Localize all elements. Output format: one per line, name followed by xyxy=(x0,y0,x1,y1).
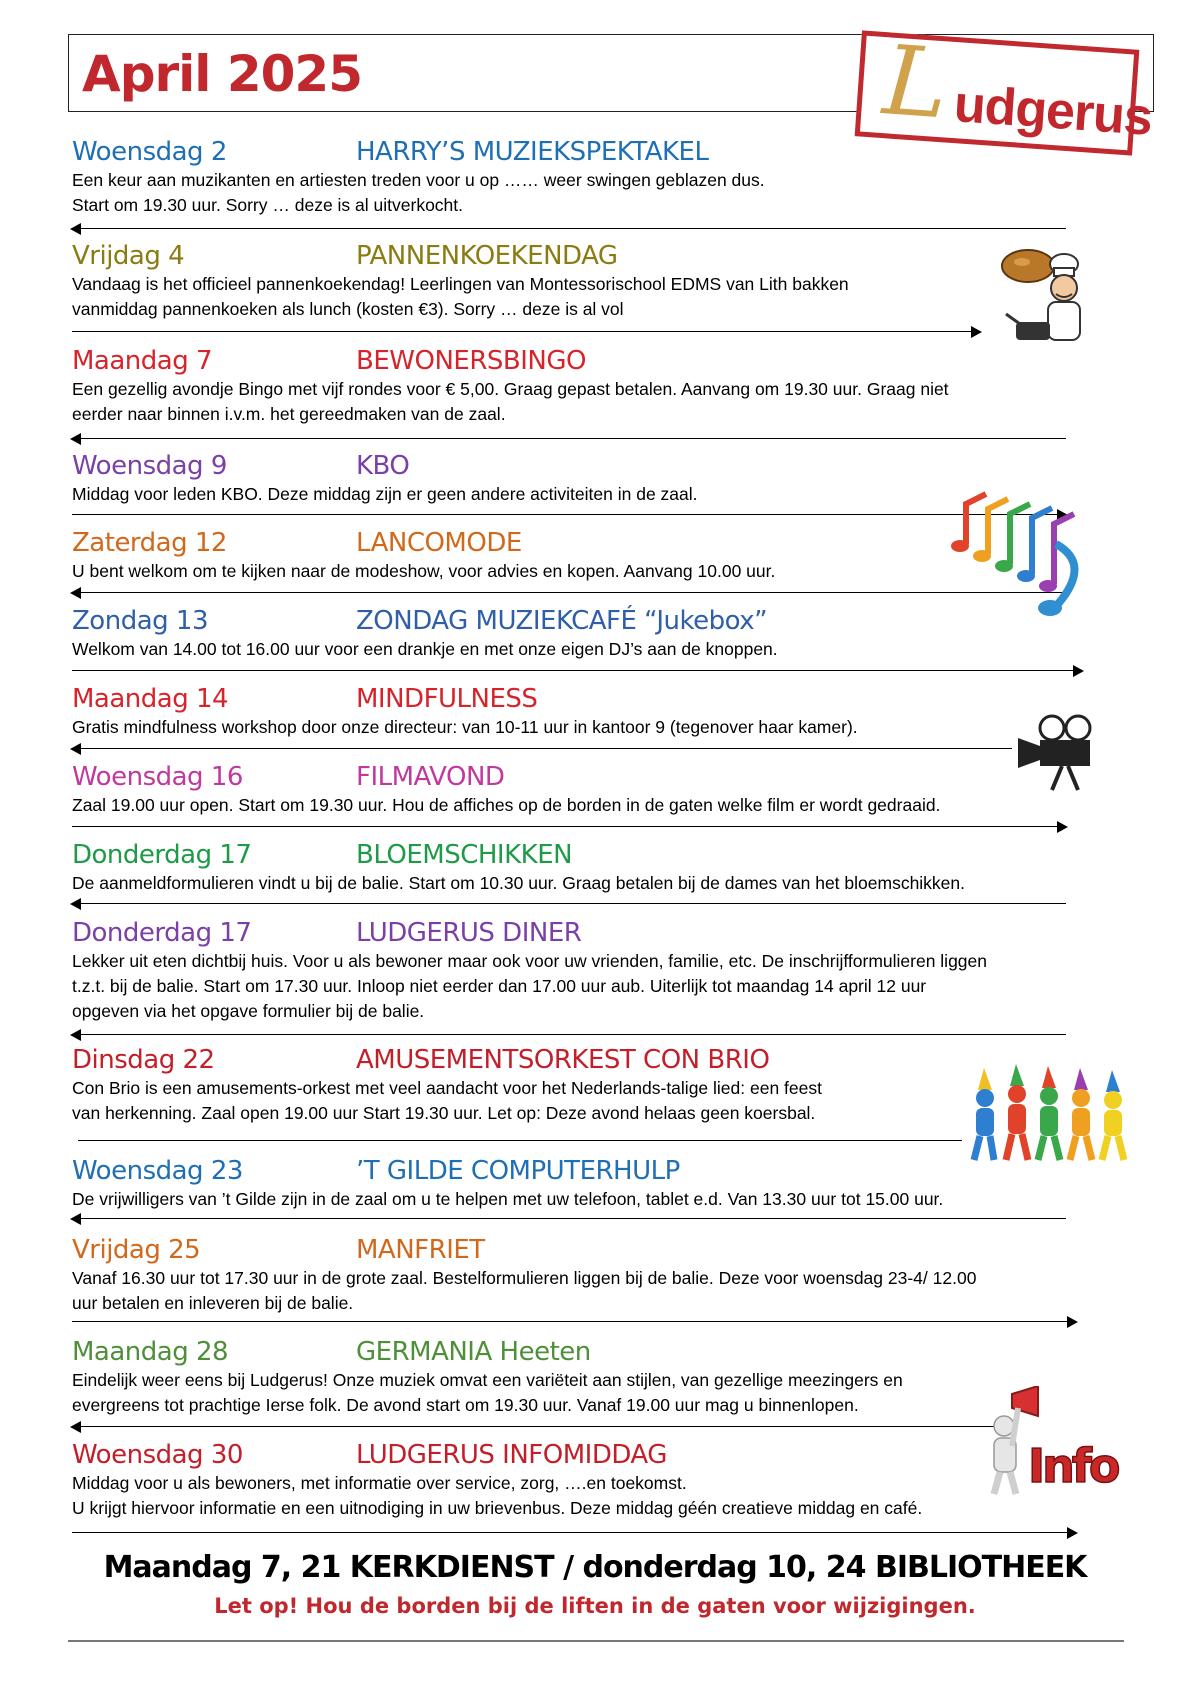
event-day: Donderdag 17 xyxy=(72,918,252,948)
event-day: Maandag 28 xyxy=(72,1337,229,1367)
event-day: Woensdag 30 xyxy=(72,1440,243,1470)
event-title: BLOEMSCHIKKEN xyxy=(356,840,573,870)
event-title: GERMANIA Heeten xyxy=(356,1337,591,1367)
event-description xyxy=(72,168,1132,218)
separator-arrow xyxy=(72,1218,1066,1219)
page-title: April 2025 xyxy=(82,45,362,103)
event-description-line: van herkenning. Zaal open 19.00 uur Start 19.30 uur. Let op: Deze avond helaas geen koersbal. xyxy=(72,1103,816,1123)
event-day: Woensdag 2 xyxy=(72,137,227,167)
music-notes-illustration xyxy=(946,484,1094,624)
event-title: LANCOMODE xyxy=(356,528,522,558)
event-day: Woensdag 16 xyxy=(72,762,243,792)
event-day: Maandag 7 xyxy=(72,346,213,376)
event-description-line: Start om 19.30 uur. Sorry … deze is al uitverkocht. xyxy=(72,195,464,215)
event-description-line: Middag voor leden KBO. Deze middag zijn er geen andere activiteiten in de zaal. xyxy=(72,484,698,504)
footer-notice: Let op! Hou de borden bij de liften in de gaten voor wijzigingen. xyxy=(214,1594,976,1618)
event-description xyxy=(72,1471,1132,1521)
event-description-line: Eindelijk weer eens bij Ludgerus! Onze muziek omvat een variëteit aan stijlen, van gezellige meezingers en xyxy=(72,1370,903,1390)
separator-arrow xyxy=(72,903,1066,904)
event-description-line: eerder naar binnen i.v.m. het gereedmaken van de zaal. xyxy=(72,404,506,424)
event-day: Vrijdag 4 xyxy=(72,241,185,271)
separator-arrow xyxy=(72,592,1066,593)
separator-arrow xyxy=(72,1034,1066,1035)
logo-script-letter: L xyxy=(879,24,952,141)
separator-arrow xyxy=(72,1321,1076,1322)
event-title: LUDGERUS DINER xyxy=(356,918,582,948)
separator-line xyxy=(78,1140,962,1141)
event-description xyxy=(72,637,1132,662)
party-figures-illustration xyxy=(964,1064,1134,1166)
event-description-line: uur betalen en inleveren bij de balie. xyxy=(72,1293,354,1313)
event-title: MINDFULNESS xyxy=(356,684,538,714)
separator-arrow xyxy=(72,748,1012,749)
event-description-line: Con Brio is een amusements-orkest met veel aandacht voor het Nederlands-talige lied: een feest xyxy=(72,1078,822,1098)
event-day: Maandag 14 xyxy=(72,684,229,714)
separator-arrow xyxy=(72,670,1082,671)
film-camera-illustration xyxy=(1012,712,1112,792)
event-title: LUDGERUS INFOMIDDAG xyxy=(356,1440,667,1470)
footer-divider xyxy=(68,1640,1124,1642)
event-description xyxy=(72,793,1132,818)
event-day: Zaterdag 12 xyxy=(72,528,227,558)
event-description-line: opgeven via het opgave formulier bij de balie. xyxy=(72,1001,425,1021)
event-description-line: De aanmeldformulieren vindt u bij de balie. Start om 10.30 uur. Graag betalen bij de dames van het bloemschikken. xyxy=(72,873,966,893)
event-description xyxy=(72,272,1132,322)
event-day: Zondag 13 xyxy=(72,606,208,636)
ludgerus-logo-stamp xyxy=(855,24,1154,155)
separator-arrow xyxy=(72,826,1066,827)
event-description xyxy=(72,949,1132,1024)
event-day: Woensdag 9 xyxy=(72,451,227,481)
event-description-line: Gratis mindfulness workshop door onze directeur: van 10-11 uur in kantoor 9 (tegenover haar kamer). xyxy=(72,717,858,737)
separator-arrow xyxy=(72,331,980,332)
event-day: Woensdag 23 xyxy=(72,1156,243,1186)
logo-text: udgerus xyxy=(952,75,1154,147)
event-description-line: De vrijwilligers van ’t Gilde zijn in de zaal om u te helpen met uw telefoon, tablet e.d. Van 13.30 uur tot 15.00 uur. xyxy=(72,1189,944,1209)
separator-arrow xyxy=(72,1532,1076,1533)
event-day: Donderdag 17 xyxy=(72,840,252,870)
event-description-line: Een gezellig avondje Bingo met vijf rondes voor € 5,00. Graag gepast betalen. Aanvang om 19.30 uur. Graag niet xyxy=(72,379,949,399)
event-description-line: Middag voor u als bewoners, met informatie over service, zorg, ….en toekomst. xyxy=(72,1473,687,1493)
separator-arrow xyxy=(72,228,1066,229)
event-day: Vrijdag 25 xyxy=(72,1235,201,1265)
event-description-line: t.z.t. bij de balie. Start om 17.30 uur. Inloop niet eerder dan 17.00 uur aub. Uiterlijk tot maandag 14 april 12 uur xyxy=(72,976,927,996)
event-description-line: Welkom van 14.00 tot 16.00 uur voor een drankje en met onze eigen DJ’s aan de knoppen. xyxy=(72,639,778,659)
event-description xyxy=(72,715,1132,740)
event-title: HARRY’S MUZIEKSPEKTAKEL xyxy=(356,137,709,167)
event-description xyxy=(72,871,1132,896)
event-description-line: Vanaf 16.30 uur tot 17.30 uur in de grote zaal. Bestelformulieren liggen bij de balie. Deze voor woensdag 23-4/ 12.00 xyxy=(72,1268,977,1288)
event-title: FILMAVOND xyxy=(356,762,505,792)
event-title: PANNENKOEKENDAG xyxy=(356,241,618,271)
info-megaphone-illustration xyxy=(982,1386,1130,1496)
event-description-line: evergreens tot prachtige Ierse folk. De avond start om 19.30 uur. Vanaf 19.00 uur mag u binnenlopen. xyxy=(72,1395,859,1415)
event-description-line: Een keur aan muzikanten en artiesten treden voor u op …… weer swingen geblazen dus. xyxy=(72,170,765,190)
event-description-line: U bent welkom om te kijken naar de modeshow, voor advies en kopen. Aanvang 10.00 uur. xyxy=(72,561,776,581)
event-title: ZONDAG MUZIEKCAFÉ “Jukebox” xyxy=(356,606,768,636)
event-description-line: Lekker uit eten dichtbij huis. Voor u als bewoner maar ook voor uw vrienden, familie, etc. De inschrijfformulieren liggen xyxy=(72,951,987,971)
event-description xyxy=(72,1368,1132,1418)
separator-arrow xyxy=(72,1426,1002,1427)
separator-arrow xyxy=(72,514,1066,515)
event-description xyxy=(72,1187,1132,1212)
event-day: Dinsdag 22 xyxy=(72,1045,215,1075)
event-description-line: Vandaag is het officieel pannenkoekendag! Leerlingen van Montessorischool EDMS van Lith bakken xyxy=(72,274,849,294)
event-description xyxy=(72,377,1132,427)
event-description-line: Zaal 19.00 uur open. Start om 19.30 uur. Hou de affiches op de borden in de gaten welke film er wordt gedraaid. xyxy=(72,795,941,815)
event-title: AMUSEMENTSORKEST CON BRIO xyxy=(356,1045,770,1075)
chef-pancake-illustration xyxy=(986,244,1096,354)
event-description xyxy=(72,1266,1132,1316)
event-description-line: vanmiddag pannenkoeken als lunch (kosten €3). Sorry … deze is al vol xyxy=(72,299,624,319)
event-title: KBO xyxy=(356,451,410,481)
event-title: ’T GILDE COMPUTERHULP xyxy=(356,1156,680,1186)
event-title: MANFRIET xyxy=(356,1235,485,1265)
info-sign-text: Info xyxy=(1028,1439,1118,1493)
footer-recurring-events: Maandag 7, 21 KERKDIENST / donderdag 10, 24 BIBLIOTHEEK xyxy=(103,1550,1087,1585)
event-title: BEWONERSBINGO xyxy=(356,346,586,376)
event-description-line: U krijgt hiervoor informatie en een uitnodiging in uw brievenbus. Deze middag géén creatieve middag en café. xyxy=(72,1498,923,1518)
separator-arrow xyxy=(72,438,1066,439)
